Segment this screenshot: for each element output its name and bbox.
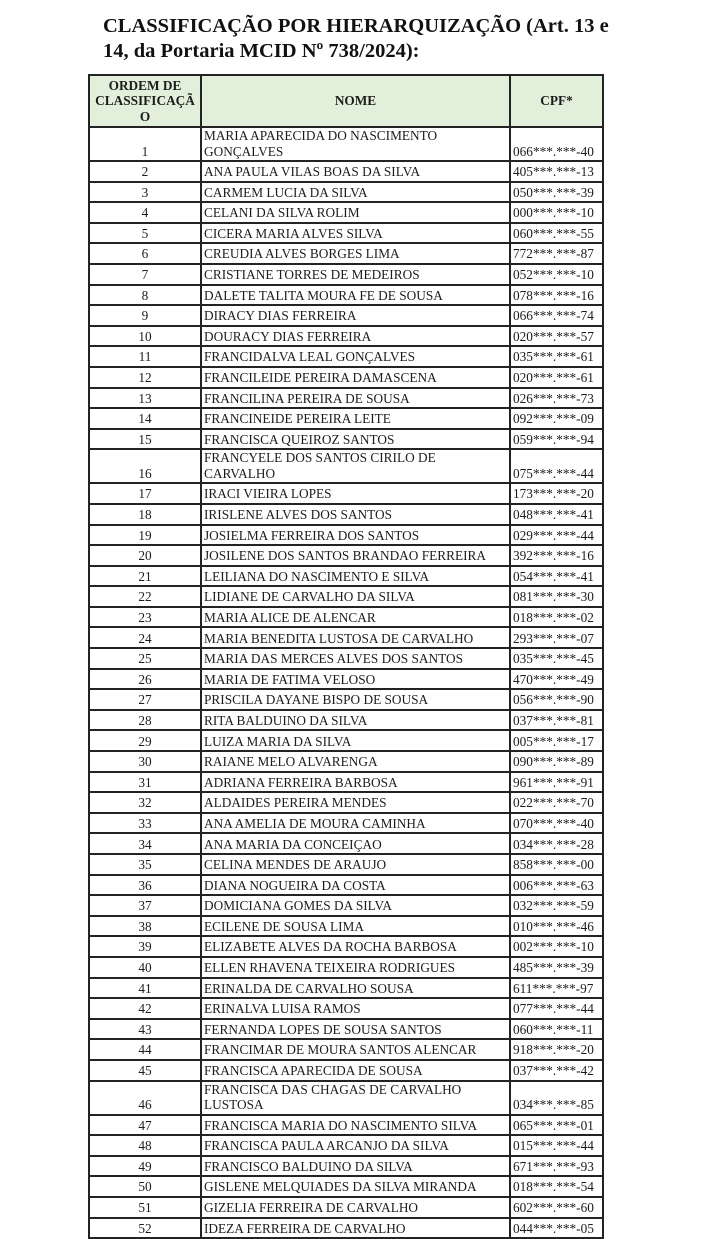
table-row [89,586,603,607]
table-row [89,182,603,203]
nome-cell: CRISTIANE TORRES DE MEDEIROS [201,264,510,285]
ordem-cell: 37 [89,895,201,916]
table-row [89,854,603,875]
ordem-cell: 44 [89,1039,201,1060]
cpf-cell: 002***.***-10 [510,936,603,957]
ordem-cell: 51 [89,1197,201,1218]
ordem-cell: 24 [89,627,201,648]
table-row [89,730,603,751]
ordem-cell: 18 [89,504,201,525]
nome-cell: ANA PAULA VILAS BOAS DA SILVA [201,161,510,182]
table-row [89,429,603,450]
nome-cell: JOSILENE DOS SANTOS BRANDAO FERREIRA [201,545,510,566]
table-row [89,483,603,504]
cpf-cell: 075***.***-44 [510,449,603,483]
table-row [89,998,603,1019]
table-row [89,161,603,182]
table-row [89,285,603,306]
ordem-cell: 22 [89,586,201,607]
ordem-cell: 34 [89,833,201,854]
ordem-cell: 20 [89,545,201,566]
cpf-cell: 485***.***-39 [510,957,603,978]
cpf-cell: 081***.***-30 [510,586,603,607]
cpf-cell: 022***.***-70 [510,792,603,813]
table-row [89,875,603,896]
nome-cell: FRANCIMAR DE MOURA SANTOS ALENCAR [201,1039,510,1060]
nome-cell: MARIA APARECIDA DO NASCIMENTO GONÇALVES [201,127,510,161]
cpf-cell: 044***.***-05 [510,1218,603,1239]
cpf-cell: 020***.***-57 [510,326,603,347]
cpf-cell: 065***.***-01 [510,1115,603,1136]
nome-cell: FRANCISCA APARECIDA DE SOUSA [201,1060,510,1081]
cpf-cell: 918***.***-20 [510,1039,603,1060]
ordem-cell: 49 [89,1156,201,1177]
ordem-cell: 42 [89,998,201,1019]
nome-cell: FRANCISCA MARIA DO NASCIMENTO SILVA [201,1115,510,1136]
table-row [89,1176,603,1197]
table-row [89,648,603,669]
table-row [89,1218,603,1239]
table-row [89,346,603,367]
table-row [89,1135,603,1156]
table-row [89,1115,603,1136]
nome-cell: ADRIANA FERREIRA BARBOSA [201,772,510,793]
table-row [89,792,603,813]
nome-cell: IDEZA FERREIRA DE CARVALHO [201,1218,510,1239]
cpf-cell: 470***.***-49 [510,669,603,690]
ordem-cell: 13 [89,388,201,409]
cpf-cell: 015***.***-44 [510,1135,603,1156]
cpf-cell: 066***.***-74 [510,305,603,326]
table-row [89,1039,603,1060]
cpf-cell: 392***.***-16 [510,545,603,566]
nome-cell: FRANCILEIDE PEREIRA DAMASCENA [201,367,510,388]
ordem-cell: 38 [89,916,201,937]
nome-cell: PRISCILA DAYANE BISPO DE SOUSA [201,689,510,710]
table-row [89,978,603,999]
table-row [89,305,603,326]
ordem-cell: 36 [89,875,201,896]
ordem-cell: 45 [89,1060,201,1081]
cpf-cell: 405***.***-13 [510,161,603,182]
nome-cell: MARIA BENEDITA LUSTOSA DE CARVALHO [201,627,510,648]
table-row [89,1081,603,1115]
cpf-cell: 029***.***-44 [510,525,603,546]
cpf-cell: 037***.***-42 [510,1060,603,1081]
table-row [89,566,603,587]
table-row [89,1019,603,1040]
cpf-cell: 056***.***-90 [510,689,603,710]
nome-cell: LUIZA MARIA DA SILVA [201,730,510,751]
ordem-cell: 12 [89,367,201,388]
ordem-cell: 39 [89,936,201,957]
ordem-cell: 30 [89,751,201,772]
nome-cell: DIANA NOGUEIRA DA COSTA [201,875,510,896]
nome-cell: CREUDIA ALVES BORGES LIMA [201,243,510,264]
ordem-cell: 25 [89,648,201,669]
table-row [89,326,603,347]
table-row [89,710,603,731]
nome-cell: ELIZABETE ALVES DA ROCHA BARBOSA [201,936,510,957]
cpf-cell: 000***.***-10 [510,202,603,223]
nome-cell: IRISLENE ALVES DOS SANTOS [201,504,510,525]
ordem-cell: 3 [89,182,201,203]
table-body [89,127,603,1238]
ordem-cell: 9 [89,305,201,326]
nome-cell: CICERA MARIA ALVES SILVA [201,223,510,244]
ordem-cell: 27 [89,689,201,710]
cpf-cell: 173***.***-20 [510,483,603,504]
cpf-cell: 018***.***-02 [510,607,603,628]
cpf-cell: 034***.***-28 [510,833,603,854]
ordem-cell: 14 [89,408,201,429]
nome-cell: FRANCIDALVA LEAL GONÇALVES [201,346,510,367]
table-row [89,957,603,978]
cpf-cell: 070***.***-40 [510,813,603,834]
ordem-cell: 17 [89,483,201,504]
table-row [89,895,603,916]
nome-cell: RITA BALDUINO DA SILVA [201,710,510,731]
ordem-cell: 21 [89,566,201,587]
ordem-cell: 2 [89,161,201,182]
nome-cell: FRANCISCA DAS CHAGAS DE CARVALHO LUSTOSA [201,1081,510,1115]
nome-cell: FRANCISCO BALDUINO DA SILVA [201,1156,510,1177]
ordem-cell: 46 [89,1081,201,1115]
table-row [89,449,603,483]
cpf-cell: 602***.***-60 [510,1197,603,1218]
ordem-cell: 6 [89,243,201,264]
cpf-cell: 054***.***-41 [510,566,603,587]
ordem-cell: 1 [89,127,201,161]
nome-cell: CELINA MENDES DE ARAUJO [201,854,510,875]
table-row [89,243,603,264]
ordem-cell: 40 [89,957,201,978]
ordem-cell: 33 [89,813,201,834]
table-header-row [89,75,603,127]
cpf-cell: 078***.***-16 [510,285,603,306]
table-row [89,627,603,648]
cpf-cell: 035***.***-45 [510,648,603,669]
column-header-ordem: ORDEM DE CLASSIFICAÇÃO [89,75,201,127]
nome-cell: CARMEM LUCIA DA SILVA [201,182,510,203]
nome-cell: MARIA DE FATIMA VELOSO [201,669,510,690]
nome-cell: LEILIANA DO NASCIMENTO E SILVA [201,566,510,587]
cpf-cell: 010***.***-46 [510,916,603,937]
table-row [89,525,603,546]
table-row [89,127,603,161]
nome-cell: DALETE TALITA MOURA FE DE SOUSA [201,285,510,306]
nome-cell: RAIANE MELO ALVARENGA [201,751,510,772]
table-row [89,1060,603,1081]
ordem-cell: 11 [89,346,201,367]
table-row [89,813,603,834]
ordem-cell: 28 [89,710,201,731]
ordem-cell: 7 [89,264,201,285]
cpf-cell: 060***.***-55 [510,223,603,244]
nome-cell: ERINALDA DE CARVALHO SOUSA [201,978,510,999]
cpf-cell: 052***.***-10 [510,264,603,285]
nome-cell: DOURACY DIAS FERREIRA [201,326,510,347]
nome-cell: ECILENE DE SOUSA LIMA [201,916,510,937]
table-row [89,367,603,388]
nome-cell: FRANCYELE DOS SANTOS CIRILO DE CARVALHO [201,449,510,483]
cpf-cell: 032***.***-59 [510,895,603,916]
nome-cell: FERNANDA LOPES DE SOUSA SANTOS [201,1019,510,1040]
table-row [89,408,603,429]
ordem-cell: 31 [89,772,201,793]
nome-cell: MARIA ALICE DE ALENCAR [201,607,510,628]
ordem-cell: 52 [89,1218,201,1239]
cpf-cell: 006***.***-63 [510,875,603,896]
cpf-cell: 059***.***-94 [510,429,603,450]
cpf-cell: 060***.***-11 [510,1019,603,1040]
cpf-cell: 035***.***-61 [510,346,603,367]
nome-cell: MARIA DAS MERCES ALVES DOS SANTOS [201,648,510,669]
cpf-cell: 077***.***-44 [510,998,603,1019]
ordem-cell: 4 [89,202,201,223]
cpf-cell: 037***.***-81 [510,710,603,731]
cpf-cell: 092***.***-09 [510,408,603,429]
cpf-cell: 066***.***-40 [510,127,603,161]
nome-cell: DIRACY DIAS FERREIRA [201,305,510,326]
cpf-cell: 961***.***-91 [510,772,603,793]
table-row [89,202,603,223]
table-row [89,504,603,525]
cpf-cell: 671***.***-93 [510,1156,603,1177]
table-row [89,264,603,285]
nome-cell: FRANCISCA QUEIROZ SANTOS [201,429,510,450]
column-header-nome: NOME [201,75,510,127]
ordem-cell: 23 [89,607,201,628]
nome-cell: LIDIANE DE CARVALHO DA SILVA [201,586,510,607]
nome-cell: FRANCISCA PAULA ARCANJO DA SILVA [201,1135,510,1156]
cpf-cell: 048***.***-41 [510,504,603,525]
cpf-cell: 026***.***-73 [510,388,603,409]
nome-cell: FRANCINEIDE PEREIRA LEITE [201,408,510,429]
page-title [103,14,659,64]
ordem-cell: 26 [89,669,201,690]
table-row [89,669,603,690]
nome-cell: IRACI VIEIRA LOPES [201,483,510,504]
cpf-cell: 020***.***-61 [510,367,603,388]
nome-cell: ERINALVA LUISA RAMOS [201,998,510,1019]
ordem-cell: 8 [89,285,201,306]
table-row [89,916,603,937]
cpf-cell: 772***.***-87 [510,243,603,264]
table-row [89,751,603,772]
table-row [89,1197,603,1218]
ordem-cell: 43 [89,1019,201,1040]
classification-table [88,74,604,1239]
cpf-cell: 293***.***-07 [510,627,603,648]
ordem-cell: 29 [89,730,201,751]
ordem-cell: 5 [89,223,201,244]
page-title-line-1: CLASSIFICAÇÃO POR HIERARQUIZAÇÃO (Art. 13 e [103,15,609,37]
cpf-cell: 050***.***-39 [510,182,603,203]
nome-cell: ELLEN RHAVENA TEIXEIRA RODRIGUES [201,957,510,978]
cpf-cell: 034***.***-85 [510,1081,603,1115]
table-row [89,388,603,409]
ordem-cell: 32 [89,792,201,813]
page-title-line-2: 14, da Portaria MCID Nº 738/2024): [103,40,420,62]
ordem-cell: 41 [89,978,201,999]
nome-cell: JOSIELMA FERREIRA DOS SANTOS [201,525,510,546]
table-row [89,689,603,710]
nome-cell: DOMICIANA GOMES DA SILVA [201,895,510,916]
nome-cell: GISLENE MELQUIADES DA SILVA MIRANDA [201,1176,510,1197]
cpf-cell: 005***.***-17 [510,730,603,751]
table-row [89,833,603,854]
nome-cell: ANA MARIA DA CONCEIÇAO [201,833,510,854]
ordem-cell: 15 [89,429,201,450]
nome-cell: ANA AMELIA DE MOURA CAMINHA [201,813,510,834]
ordem-cell: 35 [89,854,201,875]
table-row [89,545,603,566]
table-row [89,936,603,957]
column-header-cpf: CPF* [510,75,603,127]
ordem-cell: 19 [89,525,201,546]
ordem-cell: 47 [89,1115,201,1136]
cpf-cell: 611***.***-97 [510,978,603,999]
table-row [89,772,603,793]
table-row [89,223,603,244]
nome-cell: GIZELIA FERREIRA DE CARVALHO [201,1197,510,1218]
table-row [89,1156,603,1177]
table-row [89,607,603,628]
nome-cell: CELANI DA SILVA ROLIM [201,202,510,223]
ordem-cell: 16 [89,449,201,483]
ordem-cell: 48 [89,1135,201,1156]
cpf-cell: 018***.***-54 [510,1176,603,1197]
cpf-cell: 090***.***-89 [510,751,603,772]
nome-cell: FRANCILINA PEREIRA DE SOUSA [201,388,510,409]
ordem-cell: 10 [89,326,201,347]
ordem-cell: 50 [89,1176,201,1197]
nome-cell: ALDAIDES PEREIRA MENDES [201,792,510,813]
cpf-cell: 858***.***-00 [510,854,603,875]
